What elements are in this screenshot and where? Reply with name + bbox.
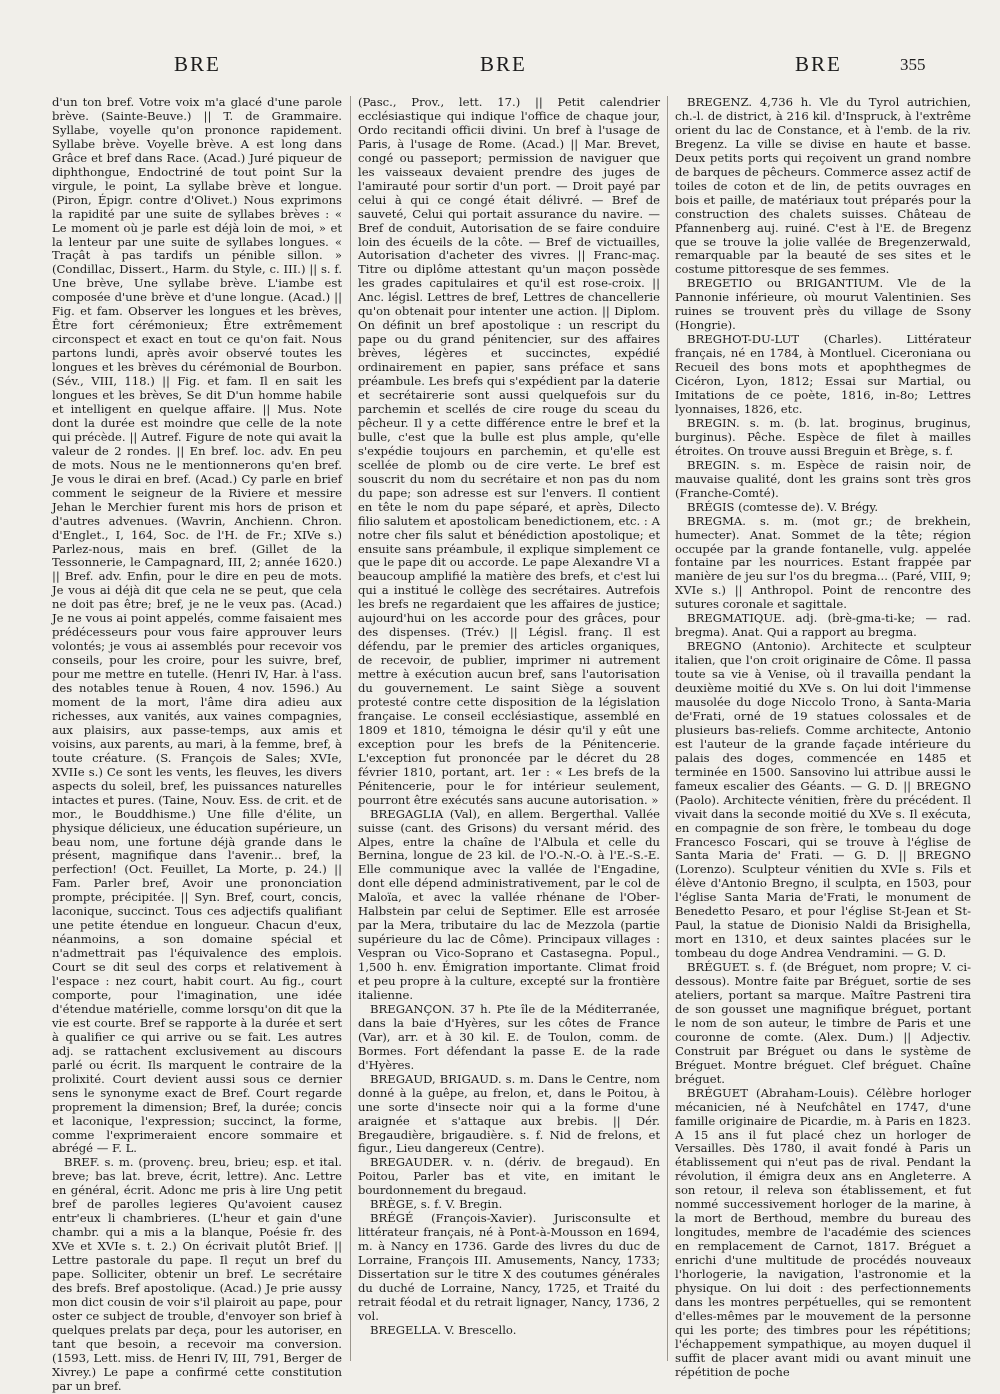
entry-bregin-2: BREGIN. s. m. Espèce de raisin noir, de mauvaise qualité, dont les grains sont très gros (Franche-Comté). [675, 457, 971, 500]
column-3 [675, 95, 971, 1379]
running-head-right: BRE [795, 52, 842, 76]
entry-bregella: BREGELLA. V. Brescello. [370, 1322, 517, 1337]
running-head-center: BRE [480, 52, 527, 76]
column-rule-1 [350, 96, 351, 1361]
entry-brege-1: BRÈGE, s. f. V. Bregin. [370, 1197, 503, 1212]
col1-para-0: d'un ton bref. Votre voix m'a glacé d'une parole brève. (Sainte-Beuve.) || T. de Grammaire. Syllabe, voyelle qu'on prononce rapidement. Syllabe brève. Voyelle brève. A est long dans Grâce et bref dans Race. (Acad.) Juré piqueur de diphthongue, Endoctriné de tout point Sur la virgule, le point, La syllabe brève et longue. (Piron, Épigr. contre d'Olivet.) Nous exprimons la rapidité par une suite de syllabes brèves : « Le moment où je parle est déjà loin de moi, » et la lenteur par une suite de syllabes longues. « Traçât à pas tardifs un pénible sillon. » (Condillac, Dissert., Harm. du Style, c. III.) || s. f. Une brève, Une syllabe brève. L'iambe est composée d'une brève et d'une longue. (Acad.) || Fig. et fam. Observer les longues et les brèves, Être fort cérémonieux; Être extrêmement circonspect et exact en tout ce qu'on fait. Nous partons lundi, après avoir observé toutes les longues et les brèves du cérémonial de Bourbon. (Sév., VIII, 118.) || Fig. et fam. Il en sait les longues et les brèves, Se dit D'un homme habile et intelligent en quelque affaire. || Mus. Note dont la durée est moindre que celle de la note qui précède. || Autref. Figure de note qui avait la valeur de 2 rondes. || En bref. loc. adv. En peu de mots. Nous ne le mentionnerons qu'en bref. Je vous le dirai en bref. (Acad.) Cy parle en brief comment le seigneur de la Riviere et messire Jehan le Merchier furent mis hors de prison et d'autres advenues. (Wavrin, Anchienn. Chron. d'Englet., I, 164, Soc. de l'H. de Fr.; XIVe s.) Parlez-nous, mais en bref. (Gillet de la Tessonnerie, le Campagnard, III, 2; année 1620.) || Bref. adv. Enfin, pour le dire en peu de mots. Je vous ai déjà dit que cela ne se peut, que cela ne doit pas être; bref, je ne le veux pas. (Acad.) Je ne vous ai point appelés, comme faisaient mes prédécesseurs pour vous faire approuver leurs volontés; je vous ai assemblés pour recevoir vos conseils, pour les croire, pour les suivre, bref, pour me mettre en tutelle. (Henri IV, Har. à l'ass. des notables tenue à Rouen, 4 nov. 1596.) Au moment de la mort, l'âme dira adieu aux richesses, aux vanités, aux vaines compagnies, aux plaisirs, aux passe-temps, aux amis et voisins, aux parents, au mari, à la femme, bref, à toute créature. (S. François de Sales; XVIe, XVIIe s.) Ce sont les vents, les fleuves, les divers aspects du soleil, bref, les puissances naturelles intactes et pures. (Taine, Nouv. Ess. de crit. et de mor., le Bouddhisme.) Une fille d'élite, un physique délicieux, une éducation supérieure, un beau nom, une fortune déjà grande dans le présent, magnifique dans l'avenir... bref, la perfection! (Oct. Feuillet, La Morte, p. 24.) || Fam. Parler bref, Avoir une prononciation prompte, précipitée. || Syn. Bref, court, concis, laconique, succinct. Tous ces adjectifs qualifiant une petite étendue en longueur. Chacun d'eux, néanmoins, a son domaine spécial et n'admettrait pas l'équivalence des emplois. Court se dit seul des corps et relativement à l'espace : nez court, habit court. Au fig., court comporte, pour l'imagination, une idée d'étendue matérielle, comme lorsqu'on dit que la vie est courte. Bref se rapporte à la durée et sert à qualifier ce qui arrive ou se fait. Les autres adj. se rattachent exclusivement au discours parlé ou écrit. Ils marquent le contraire de la prolixité. Court devient aussi sous ce dernier sens le synonyme exact de Bref. Court regarde proprement la dimension; Bref, la durée; concis et laconique, l'expression; succinct, la forme, comme l'exprimeraient encore sommaire et abrégé — F. L. [52, 95, 342, 1156]
column-rule-2 [667, 96, 668, 1361]
entry-bregmatique: BREGMATIQUE. adj. (brè-gma-ti-ke; — rad. bregma). Anat. Qui a rapport au bregma. [675, 611, 971, 640]
entry-bregin-1: BREGIN. s. m. (b. lat. broginus, bruginus, burginus). Pêche. Espèce de filet à mailles étroites. On trouve aussi Breguin et Brège, s. f. [675, 415, 971, 458]
entry-bregauder: BREGAUDER. v. n. (dériv. de bregaud). En Poitou, Parler bas et vite, en imitant le bourdonnement du bregaud. [358, 1155, 660, 1198]
entry-breguet-2: BRÉGUET (Abraham-Louis). Célèbre horloger mécanicien, né à Neufchâtel en 1747, d'une famille originaire de Picardie, m. à Paris en 1823. A 15 ans il fut placé chez un horloger de Versailles. Dès 1780, il avait fondé à Paris un établissement qui n'eut pas de rival. Pendant la révolution, il émigra deux ans en Angleterre. A son retour, il releva son établissement, et fut nommé successivement horloger de la marine, à la mort de Berthoud, membre du bureau des longitudes, membre de l'académie des sciences en remplacement de Carnot, 1817. Bréguet a enrichi d'une multitude de procédés nouveaux l'horlogerie, la navigation, l'astronomie et la physique. On lui doit : des perfectionnements dans les montres perpétuelles, qui se remontent d'elles-mêmes par le mouvement de la personne qui les porte; des timbres pour les répétitions; l'échappement sympathique, au moyen duquel il suffit de placer avant midi ou avant minuit une répétition de poche [675, 1085, 971, 1379]
entry-bregenz: BREGENZ. 4,736 h. Vle du Tyrol autrichien, ch.-l. de district, à 216 kil. d'Inspruck, à l'extrême orient du lac de Constance, et à l'emb. de la riv. Bregenz. La ville se divise en haute et basse. Deux petits ports qui reçoivent un grand nombre de barques de pêcheurs. Commerce assez actif de toiles de coton et de lin, de petits ouvrages en bois et paille, de matériaux tout préparés pour la construction des chalets suisses. Château de Pfannenberg auj. ruiné. C'est à l'E. de Bregenz que se trouve la jolie vallée de Bregenzerwald, remarquable par la beauté de ses sites et le costume pittoresque de ses femmes. [675, 95, 971, 277]
entry-bregno: BREGNO (Antonio). Architecte et sculpteur italien, que l'on croit originaire de Côme. Il passa toute sa vie à Venise, où il travailla pendant la deuxième moitié du XVe s. On lui doit l'immense mausolée du doge Niccolo Trono, à Santa-Maria de'Frati, orné de 19 statues colossales et de plusieurs bas-reliefs. Comme architecte, Antonio est l'auteur de la grande façade intérieure du palais des doges, commencée en 1485 et terminée en 1500. Sansovino lui attribue aussi le fameux escalier des Géants. — G. D. || BREGNO (Paolo). Architecte vénitien, frère du précédent. Il vivait dans la seconde moitié du XVe s. Il exécuta, en compagnie de son frère, le tombeau du doge Francesco Foscari, qui se trouve à l'église de Santa Maria de' Frati. — G. D. || BREGNO (Lorenzo). Sculpteur vénitien du XVIe s. Fils et élève d'Antonio Bregno, il sculpta, en 1503, pour l'église Santa Maria de'Frati, le monument de Benedetto Pesaro, et pour l'église St-Jean et St-Paul, la statue de Dionisio Naldi da Brisighella, mort en 1310, et deux saintes placées sur le tombeau du doge Andrea Vendramini. — G. D. [675, 639, 971, 961]
column-1 [52, 95, 342, 1393]
entry-bregma: BREGMA. s. m. (mot gr.; de brekhein, humecter). Anat. Sommet de la tête; région occupée par la grande fontanelle, vulg. appelée fontaine par les nourrices. Estant frappée par manière de jeu sur l'os du bregma... (Paré, VIII, 9; XVIe s.) || Anthropol. Point de rencontre des sutures coronale et sagittale. [675, 513, 971, 612]
entry-brege-2: BRÉGÉ (François-Xavier). Jurisconsulte et littérateur français, né à Pont-à-Mousson en 1694, m. à Nancy en 1736. Garde des livres du duc de Lorraine, François III. Amusements, Nancy, 1733; Dissertation sur le titre X des coutumes générales du duché de Lorraine, Nancy, 1725, et Traité du retrait féodal et du retrait lignager, Nancy, 1736, 2 vol. [358, 1211, 660, 1323]
entry-bregaud: BREGAUD, BRIGAUD. s. m. Dans le Centre, nom donné à la guêpe, au frelon, et, dans le Poitou, à une sorte d'insecte noir qui a la forme d'une araignée et s'attaque aux brebis. || Dér. Bregaudière, brigaudière. s. f. Nid de frelons, et figur., Lieu dangereux (Centre). [358, 1071, 660, 1156]
entry-breghot: BREGHOT-DU-LUT (Charles). Littérateur français, né en 1784, à Montluel. Ciceroniana ou Recueil des bons mots et apophthegmes de Cicéron, Lyon, 1812; Essai sur Martial, ou Imitations de ce poète, 1816, in-8o; Lettres lyonnaises, 1826, etc. [675, 332, 971, 416]
entry-bref: BREF. s. m. (provenç. breu, brieu; esp. et ital. breve; bas lat. breve, écrit, lettre). Anc. Lettre en général, écrit. Adonc me pris à lire Ung petit bref de parolles legieres Qu'avoient causez entr'eux li chambrieres. (L'heur et gain d'une chambr. qui a mis a la blanque, Poésie fr. des XVe et XVIe s. t. 2.) On écrivait plutôt Brief. || Lettre pastorale du pape. Il reçut un bref du pape. Solliciter, obtenir un bref. Le secrétaire des brefs. Bref apostolique. (Acad.) Je prie aussy mon dict cousin de voir s'il plairoit au pape, pour oster ce subject de trouble, d'envoyer son brief à quelques prelats par deça, pour les autoriser, en tant que besoin, a recevoir ma conversion. (1593, Lett. miss. de Henri IV, III, 791, Berger de Xivrey.) Le pape a confirmé cette constitution par un bref. [52, 1155, 342, 1393]
entry-bregetio: BREGETIO ou BRIGANTIUM. Vle de la Pannonie inférieure, où mourut Valentinien. Ses ruines se trouvent près du village de Ssony (Hongrie). [675, 276, 971, 333]
running-head-left: BRE [174, 52, 221, 76]
entry-breguet-1: BRÉGUET. s. f. (de Bréguet, nom propre; V. ci-dessous). Montre faite par Bréguet, sortie de ses ateliers, portant sa marque. Maître Pastreni tira de son gousset une magnifique bréguet, portant le nom de son auteur, le timbre de Paris et une couronne de comte. (Alex. Dum.) || Adjectiv. Construit par Bréguet ou dans le système de Bréguet. Montre bréguet. Clef bréguet. Chaîne bréguet. [675, 960, 971, 1086]
entry-bregaglia: BREGAGLIA (Val), en allem. Bergerthal. Vallée suisse (cant. des Grisons) du versant mérid. des Alpes, entre la chaîne de l'Albula et celle du Bernina, longue de 23 kil. de l'O.-N.-O. à l'E.-S.-E. Elle communique avec la vallée de l'Engadine, dont elle dépend administrativement, par le col de Maloïa, et avec la vallée rhénane de l'Ober-Halbstein par celui de Septimer. Elle est arrosée par la Mera, tributaire du lac de Mezzola (partie supérieure du lac de Côme). Principaux villages : Vespran ou Vico-Soprano et Castasegna. Popul., 1,500 h. env. Émigration importante. Climat froid et peu propre à la culture, excepté sur la frontière italienne. [358, 806, 660, 1002]
entry-bregis: BRÉGIS (comtesse de). V. Brégy. [687, 499, 879, 514]
col2-para-0: (Pasc., Prov., lett. 17.) || Petit calendrier ecclésiastique qui indique l'office de chaque jour, Ordo recitandi officii divini. Un bref à l'usage de Paris, à l'usage de Rome. (Acad.) || Mar. Brevet, congé ou passeport; permission de naviguer que les vaisseaux devaient prendre des juges de l'amirauté pour sortir d'un port. — Droit payé par celui à qui ce congé était délivré. — Bref de sauveté, Celui qui portait assurance du navire. — Bref de conduit, Autorisation de se faire conduire loin des écueils de la côte. — Bref de victuailles, Autorisation d'acheter des vivres. || Franc-maç. Titre ou diplôme attestant qu'un maçon possède les grades capitulaires et qu'il est rose-croix. || Anc. législ. Lettres de bref, Lettres de chancellerie qu'on obtenait pour intenter une action. || Diplom. On définit un bref apostolique : un rescript du pape ou du grand pénitencier, sur des affaires brèves, légères et succinctes, expédié ordinairement en papier, sans préface et sans préambule. Les brefs qui s'expédient par la daterie et secrétairerie sont aussi quelquefois sur du parchemin et scellés de cire rouge du sceau du pêcheur. Il y a cette différence entre le bref et la bulle, c'est que la bulle est plus ample, qu'elle s'expédie toujours en parchemin, et qu'elle est scellée de plomb ou de cire verte. Le bref est souscrit du nom du secrétaire et non pas du nom du pape; son adresse est sur l'envers. Il contient en tête le nom du pape séparé, et après, Dilecto filio salutem et apostolicam benedictionem, etc. : A notre cher fils salut et bénédiction apostolique; et ensuite sans préambule, il explique simplement ce que le pape dit ou accorde. Le pape Alexandre VI a beaucoup amplifié la matière des brefs, et c'est lui qui a institué le collège des secrétaires. Autrefois les brefs ne regardaient que les affaires de justice; aujourd'hui on les accorde pour des grâces, pour des dispenses. (Trév.) || Législ. franç. Il est défendu, par le premier des articles organiques, de recevoir, de publier, imprimer ni autrement mettre à exécution aucun bref, sans l'autorisation du gouvernement. Le saint Siège a souvent protesté contre cette disposition de la législation française. Le conseil ecclésiastique, assemblé en 1809 et 1810, témoigna le désir qu'il y eût une exception pour les brefs de la Pénitencerie. L'exception fut prononcée par le décret du 28 février 1810, portant, art. 1er : « Les brefs de la Pénitencerie, pour le for intérieur seulement, pourront être exécutés sans aucune autorisation. » [358, 95, 660, 807]
entry-bregancon: BREGANÇON. 37 h. Pte île de la Méditerranée, dans la baie d'Hyères, sur les côtes de France (Var), arr. et à 30 kil. E. de Toulon, comm. de Bormes. Fort défendant la passe E. de la rade d'Hyères. [358, 1001, 660, 1072]
page-number: 355 [900, 55, 926, 74]
column-2 [358, 96, 660, 1336]
